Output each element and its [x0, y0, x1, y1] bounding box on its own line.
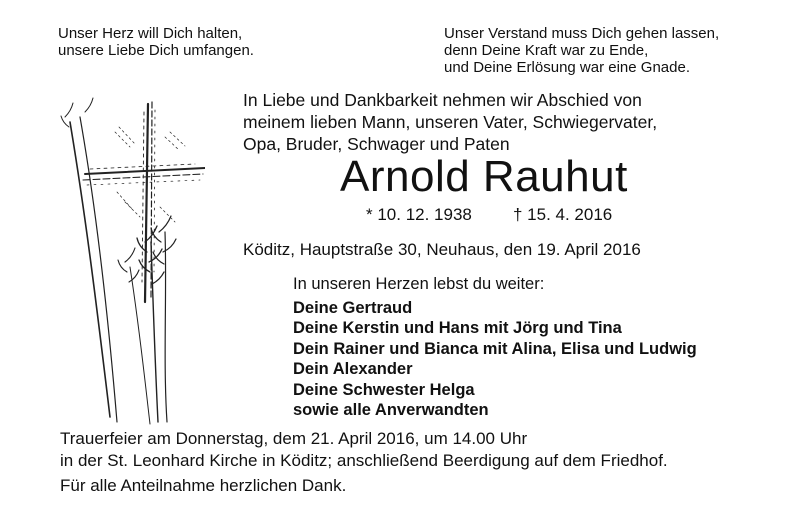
family-member: Deine Kerstin und Hans mit Jörg und Tina: [293, 319, 622, 338]
place-date: Köditz, Hauptstraße 30, Neuhaus, den 19. April 2016: [243, 240, 641, 259]
verse-left: Unser Herz will Dich halten, unsere Liebe Dich umfangen.: [58, 25, 254, 59]
death-date: † 15. 4. 2016: [513, 205, 613, 224]
birth-date: * 10. 12. 1938: [366, 205, 472, 224]
cross-with-wheat-icon: [55, 92, 205, 432]
family-member: Deine Schwester Helga: [293, 380, 475, 399]
family-member: Dein Alexander: [293, 360, 413, 379]
family-member: Dein Rainer und Bianca mit Alina, Elisa und Ludwig: [293, 339, 697, 358]
family-member: sowie alle Anverwandten: [293, 401, 489, 420]
footer-line: in der St. Leonhard Kirche in Köditz; anschließend Beerdigung auf dem Friedhof.: [60, 450, 668, 470]
verse-right: Unser Verstand muss Dich gehen lassen, denn Deine Kraft war zu Ende, und Deine Erlösung war eine Gnade.: [444, 25, 720, 76]
family-member: Deine Gertraud: [293, 299, 413, 317]
deceased-name: Arnold Rauhut: [340, 152, 628, 201]
funeral-details: [60, 428, 668, 497]
heart-line: In unseren Herzen lebst du weiter:: [293, 275, 545, 293]
intro-text: In Liebe und Dankbarkeit nehmen wir Abschied von meinem lieben Mann, unseren Vater, Schwiegervater, Opa, Bruder, Schwager und Paten: [243, 90, 658, 154]
footer-line: Für alle Anteilnahme herzlichen Dank.: [60, 476, 347, 495]
footer-line: Trauerfeier am Donnerstag, dem 21. April 2016, um 14.00 Uhr: [60, 429, 528, 448]
family-list: [293, 298, 697, 420]
